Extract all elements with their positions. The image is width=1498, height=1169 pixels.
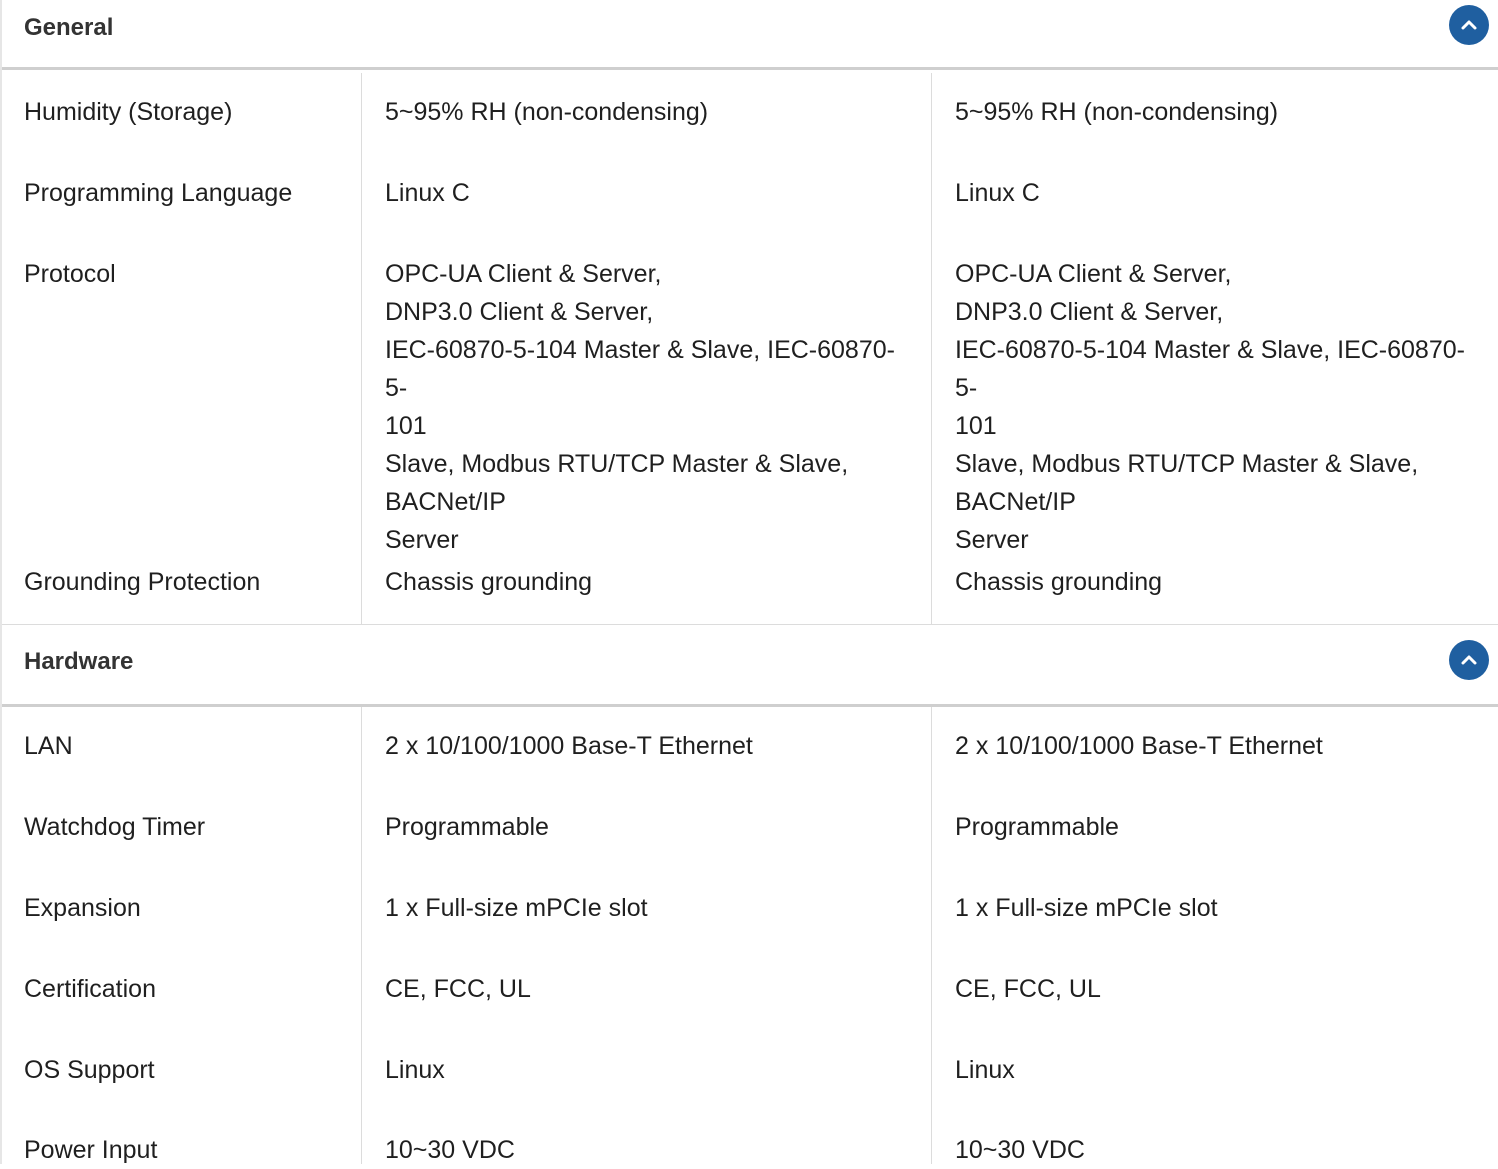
spec-value-b: Chassis grounding xyxy=(955,568,1163,596)
section-header-hardware[interactable] xyxy=(2,634,1498,707)
spec-value-a: Linux xyxy=(385,1056,445,1084)
section-title: Hardware xyxy=(24,648,134,675)
spec-value-b: Programmable xyxy=(955,813,1119,841)
section-header-general[interactable] xyxy=(2,0,1498,70)
spec-value-a: 5~95% RH (non-condensing) xyxy=(385,98,709,126)
spec-value-b: 2 x 10/100/1000 Base-T Ethernet xyxy=(955,732,1323,760)
general-spec-table xyxy=(2,73,1498,624)
spec-label: Watchdog Timer xyxy=(24,813,206,841)
spec-value-b: Linux xyxy=(955,1056,1015,1084)
spec-value-b: Linux C xyxy=(955,179,1040,207)
collapse-general-button[interactable] xyxy=(1449,5,1489,45)
chevron-up-icon xyxy=(1459,650,1479,670)
spec-label: Protocol xyxy=(24,260,116,288)
spec-value-a: 10~30 VDC xyxy=(385,1136,515,1164)
spec-value-a: Linux C xyxy=(385,179,470,207)
spec-label: LAN xyxy=(24,732,73,760)
spec-value-b: CE, FCC, UL xyxy=(955,975,1101,1003)
column-divider xyxy=(931,73,932,624)
spec-label: Humidity (Storage) xyxy=(24,98,233,126)
spec-value-b: 10~30 VDC xyxy=(955,1136,1085,1164)
collapse-hardware-button[interactable] xyxy=(1449,640,1489,680)
spec-value-a: Programmable xyxy=(385,813,549,841)
spec-value-a: Chassis grounding xyxy=(385,568,593,596)
spec-label: Certification xyxy=(24,975,156,1003)
section-divider xyxy=(2,624,1498,625)
section-title: General xyxy=(24,14,114,41)
spec-label: Expansion xyxy=(24,894,141,922)
spec-label: OS Support xyxy=(24,1056,155,1084)
column-divider xyxy=(361,73,362,624)
spec-label: Power Input xyxy=(24,1136,158,1164)
spec-value-b: 5~95% RH (non-condensing) xyxy=(955,98,1279,126)
column-divider xyxy=(361,707,362,1164)
spec-value-a: OPC-UA Client & Server, DNP3.0 Client & Server, IEC-60870-5-104 Master & Slave, IEC-60870-5- 101 Slave, Modbus RTU/TCP Master & Slave, BACNet/IP Server xyxy=(385,260,895,554)
spec-value-a: 2 x 10/100/1000 Base-T Ethernet xyxy=(385,732,753,760)
column-divider xyxy=(931,707,932,1164)
spec-value-a: 1 x Full-size mPCIe slot xyxy=(385,894,648,922)
spec-value-b: 1 x Full-size mPCIe slot xyxy=(955,894,1218,922)
hardware-spec-table xyxy=(2,707,1498,1164)
spec-label: Programming Language xyxy=(24,179,293,207)
spec-label: Grounding Protection xyxy=(24,568,261,596)
spec-value-a: CE, FCC, UL xyxy=(385,975,531,1003)
spec-value-b: OPC-UA Client & Server, DNP3.0 Client & Server, IEC-60870-5-104 Master & Slave, IEC-60870-5- 101 Slave, Modbus RTU/TCP Master & Slave, BACNet/IP Server xyxy=(955,260,1465,554)
chevron-up-icon xyxy=(1459,15,1479,35)
